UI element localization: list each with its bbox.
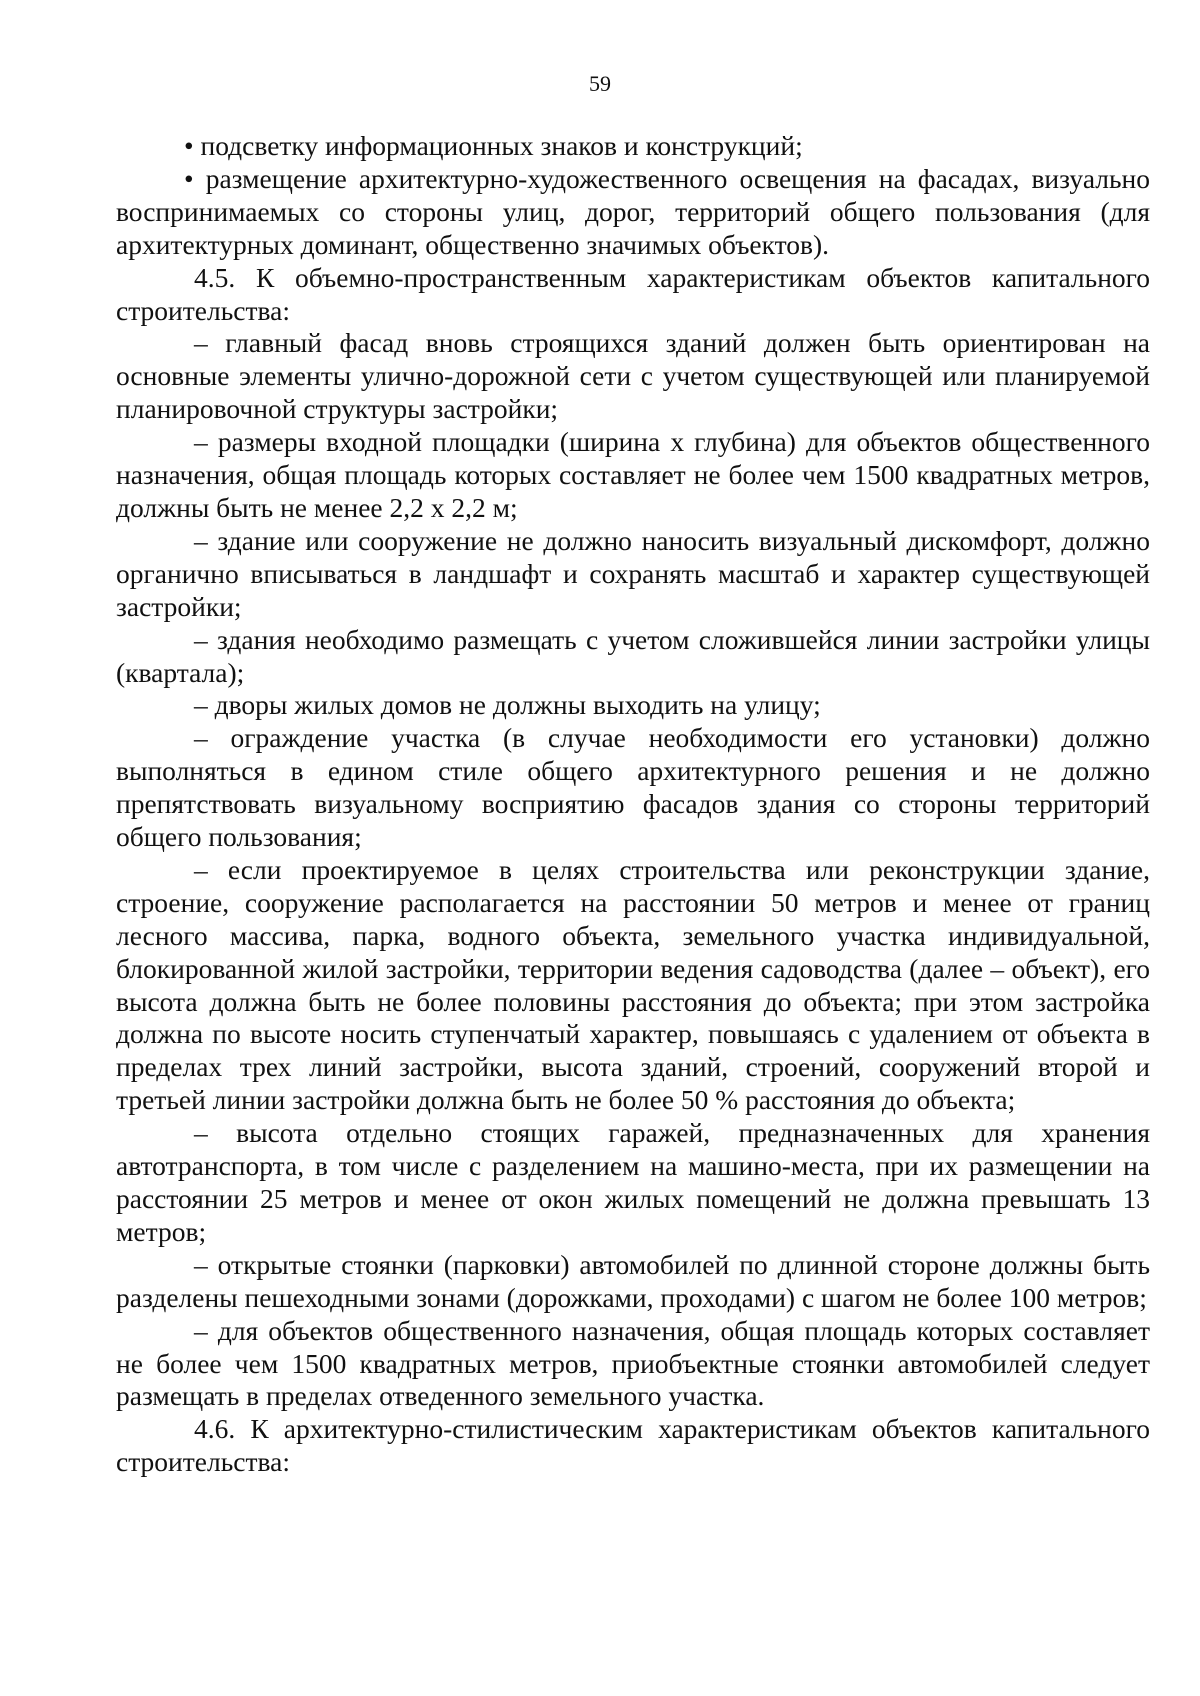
list-item-visual-comfort: – здание или сооружение не должно наносить визуальный дискомфорт, должно органично вписываться в ландшафт и сохранять масштаб и характер существующей застройки; [116,524,1150,622]
list-item-building-line: – здания необходимо размещать с учетом сложившейся линии застройки улицы (квартала); [116,623,1150,688]
list-item-main-facade: – главный фасад вновь строящихся зданий должен быть ориентирован на основные элементы улично-дорожной сети с учетом существующей или планируемой планировочной структуры застройки; [116,327,1150,425]
section-4-5-heading: 4.5. К объемно-пространственным характеристикам объектов капитального строительства: [116,261,1150,326]
list-item-parking-zones: – открытые стоянки (парковки) автомобилей по длинной стороне должны быть разделены пешеходными зонами (дорожками, проходами) с шагом не более 100 метров; [116,1248,1150,1313]
section-4-6-heading: 4.6. К архитектурно-стилистическим характеристикам объектов капитального строительства: [116,1413,1150,1478]
page-number: 59 [589,71,611,96]
list-item-lighting-signs: • подсветку информационных знаков и конструкций; [184,130,803,161]
list-item-entrance-area: – размеры входной площадки (ширина х глубина) для объектов общественного назначения, общая площадь которых составляет не более чем 1500 квадратных метров, должны быть не менее 2,2 х 2,2 м; [116,426,1150,523]
list-item-height-limit: – если проектируемое в целях строительства или реконструкции здание, строение, сооружение располагается на расстоянии 50 метров и менее от границ лесного массива, парка, водного объекта, земельного участка индивидуальной, блокированной жилой застройки, территории ведения садоводства (далее – объект), его высота должна быть не более половины расстояния до объекта; при этом застройка должна по высоте носить ступенчатый характер, повышаясь с удалением от объекта в пределах трех линий застройки, высота зданий, строений, сооружений второй и третьей линии застройки должна быть не более 50 % расстояния до объекта; [116,853,1150,1116]
list-item-courtyards: – дворы жилых домов не должны выходить на улицу; [194,689,821,721]
list-item-garages: – высота отдельно стоящих гаражей, предназначенных для хранения автотранспорта, в том числе с разделением на машино-места, при их размещении на расстоянии 25 метров и менее от окон жилых помещений не должна превышать 13 метров; [116,1117,1150,1247]
list-item-parking-placement: – для объектов общественного назначения, общая площадь которых составляет не более чем 1500 квадратных метров, приобъектные стоянки автомобилей следует размещать в пределах отведенного земельного участка. [116,1314,1150,1412]
list-item-facade-lighting: • размещение архитектурно-художественного освещения на фасадах, визуально воспринимаемых со стороны улиц, дорог, территорий общего пользования (для архитектурных доминант, общественно значимых объектов). [116,162,1150,260]
list-item-fencing: – ограждение участка (в случае необходимости его установки) должно выполняться в едином стиле общего архитектурного решения и не должно препятствовать визуальному восприятию фасадов здания со стороны территорий общего пользования; [116,722,1150,853]
document-body [116,130,1150,1479]
